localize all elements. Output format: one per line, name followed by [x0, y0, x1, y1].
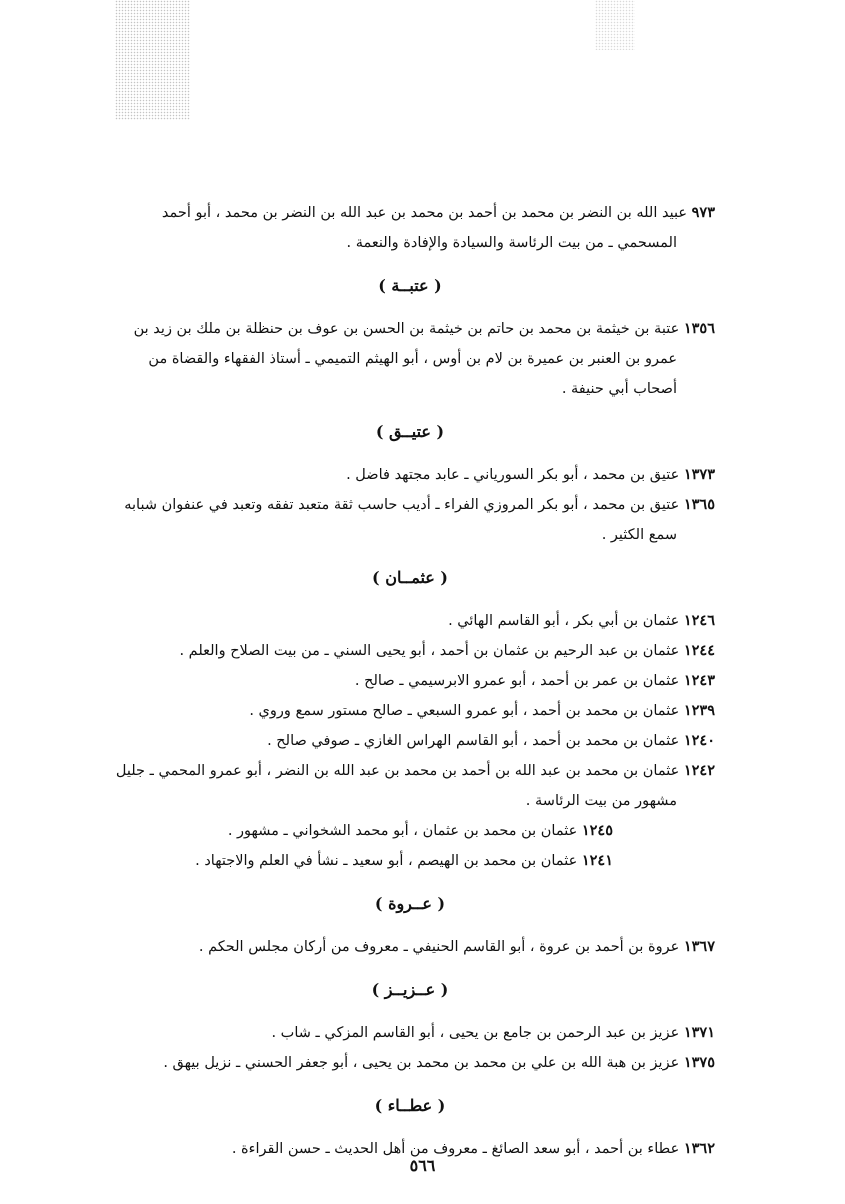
section-heading-atiq: ( عتيــق ) [375, 422, 445, 441]
entry-text: عطاء بن أحمد ، أبو سعد الصائغ ـ معروف من أهل الحديث ـ حسن القراءة . [231, 1141, 680, 1157]
entry-text: عثمان بن عبد الرحيم بن عثمان بن أحمد ، أبو يحيى السني ـ من بيت الصلاح والعلم . [179, 643, 680, 659]
entry-number: ١٢٤٤ [683, 642, 715, 659]
entry-text: عتيق بن محمد ، أبو بكر السورياني ـ عابد مجتهد فاضل . [346, 467, 680, 483]
entry-1356 [105, 314, 715, 404]
entry-text: عثمان بن محمد بن عبد الله بن أحمد بن محمد بن عبد الله بن النضر ، أبو عمرو المحمي ـ جليل مشهور من بيت الرئاسة . [115, 763, 680, 809]
entry-number: ١٢٤١ [581, 852, 613, 869]
scan-noise-mark [595, 0, 635, 50]
entry-1375 [105, 1048, 715, 1078]
entry-number: ١٢٤٣ [683, 672, 715, 689]
entry-number: ١٢٤٦ [683, 612, 715, 629]
entry-text: عثمان بن أبي بكر ، أبو القاسم الهائي . [448, 613, 680, 629]
entry-973 [105, 198, 715, 258]
entry-number: ١٣٧١ [683, 1024, 715, 1041]
entry-1240 [105, 726, 715, 756]
entry-number: ١٣٧٥ [683, 1054, 715, 1071]
entry-1365 [105, 490, 715, 550]
section-heading-uthman: ( عثمــان ) [372, 568, 448, 587]
entry-1241 [105, 846, 715, 876]
scan-noise-mark [115, 0, 190, 120]
entry-number: ١٣٦٧ [683, 938, 715, 955]
entry-text: عزيز بن هبة الله بن علي بن محمد بن محمد بن يحيى ، أبو جعفر الحسني ـ نزيل بيهق . [163, 1055, 680, 1071]
entry-number: ١٣٧٣ [683, 466, 715, 483]
section-heading-ata: ( عطــاء ) [374, 1096, 446, 1115]
entry-number: ٩٧٣ [691, 204, 715, 221]
entry-1239 [105, 696, 715, 726]
entry-text: عروة بن أحمد بن عروة ، أبو القاسم الحنيفي ـ معروف من أركان مجلس الحكم . [198, 939, 680, 955]
section-heading-urwa: ( عــروة ) [374, 894, 446, 913]
entry-number: ١٣٥٦ [683, 320, 715, 337]
entry-1373 [105, 460, 715, 490]
entry-text: عزيز بن عبد الرحمن بن جامع بن يحيى ، أبو القاسم المزكي ـ شاب . [271, 1025, 680, 1041]
entry-1243 [105, 666, 715, 696]
entry-number: ١٢٤٢ [683, 762, 715, 779]
biography-list [105, 198, 715, 1164]
entry-1242 [105, 756, 715, 816]
entry-number: ١٣٦٥ [683, 496, 715, 513]
entry-text: عبيد الله بن النضر بن محمد بن أحمد بن محمد بن عبد الله بن النضر بن محمد ، أبو أحمد المسحمي ـ من بيت الرئاسة والسيادة والإفادة والنعمة . [161, 205, 688, 251]
entry-1367 [105, 932, 715, 962]
entry-number: ١٣٦٢ [683, 1140, 715, 1157]
entry-1244 [105, 636, 715, 666]
entry-number: ١٢٤٠ [683, 732, 715, 749]
entry-1245 [105, 816, 715, 846]
page-number: ٥٦٦ [409, 1156, 436, 1175]
entry-number: ١٢٣٩ [683, 702, 715, 719]
entry-text: عثمان بن محمد بن عثمان ، أبو محمد الشخواني ـ مشهور . [227, 823, 578, 839]
section-heading-utba: ( عتبــة ) [378, 276, 442, 295]
entry-text: عثمان بن عمر بن أحمد ، أبو عمرو الابرسيمي ـ صالح . [354, 673, 680, 689]
entry-text: عتبة بن خيثمة بن محمد بن حاتم بن خيثمة بن الحسن بن عوف بن حنظلة بن ملك بن زيد بن عمرو بن العنبر بن عميرة بن لام بن أوس ، أبو الهيثم التميمي ـ أستاذ الفقهاء والقضاة من أصحاب أبي حنيفة . [133, 321, 680, 397]
entry-text: عثمان بن محمد بن الهيصم ، أبو سعيد ـ نشأ في العلم والاجتهاد . [195, 853, 578, 869]
entry-1246 [105, 606, 715, 636]
entry-text: عثمان بن محمد بن أحمد ، أبو القاسم الهراس الغازي ـ صوفي صالح . [267, 733, 680, 749]
entry-text: عتيق بن محمد ، أبو بكر المروزي الفراء ـ أديب حاسب ثقة متعبد تفقه وتعبد في عنفوان شبابه سمع الكثير . [124, 497, 680, 543]
entry-number: ١٢٤٥ [581, 822, 613, 839]
section-heading-aziz: ( عــزيــز ) [371, 980, 449, 999]
entry-1371 [105, 1018, 715, 1048]
entry-text: عثمان بن محمد بن أحمد ، أبو عمرو السبعي ـ صالح مستور سمع وروي . [249, 703, 680, 719]
